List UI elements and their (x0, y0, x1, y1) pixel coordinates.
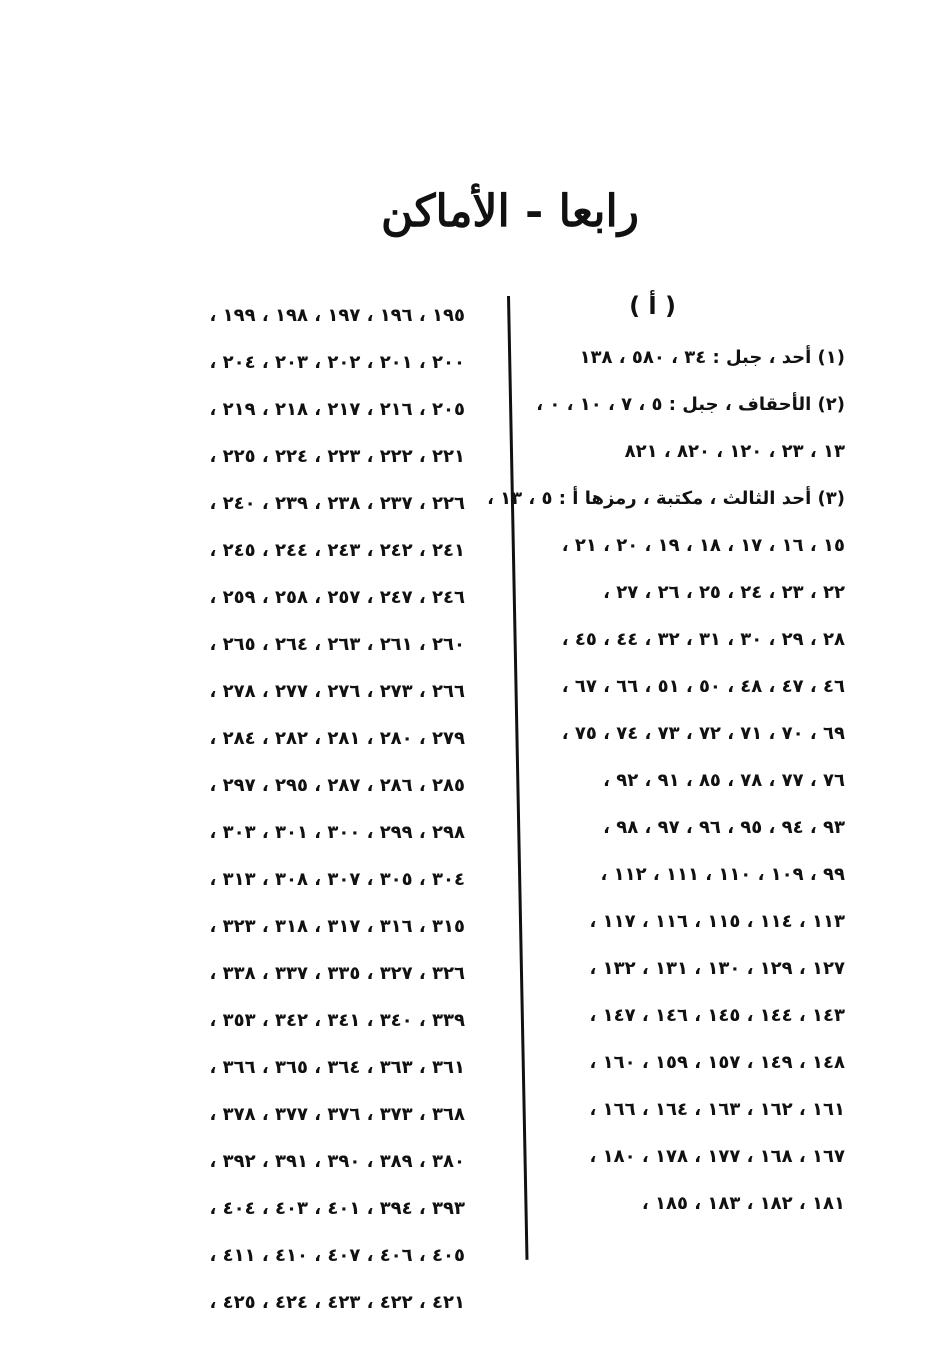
index-line: ٦٩ ، ٧٠ ، ٧١ ، ٧٢ ، ٧٣ ، ٧٤ ، ٧٥ ، (561, 723, 845, 744)
index-line: ٢٢٦ ، ٢٣٧ ، ٢٣٨ ، ٢٣٩ ، ٢٤٠ ، (209, 493, 465, 514)
index-line: ١٣ ، ٢٣ ، ١٢٠ ، ٨٢٠ ، ٨٢١ (624, 441, 845, 462)
index-line: ٣١٥ ، ٣١٦ ، ٣١٧ ، ٣١٨ ، ٣٢٣ ، (209, 916, 465, 937)
index-line: ٢٨ ، ٢٩ ، ٣٠ ، ٣١ ، ٣٢ ، ٤٤ ، ٤٥ ، (561, 629, 845, 650)
index-line: (٢) الأحقاف ، جبل : ٥ ، ٧ ، ١٠ ، ٠ ، (536, 394, 845, 415)
section-letter: ( أ ) (629, 292, 676, 320)
index-line: ١٤٣ ، ١٤٤ ، ١٤٥ ، ١٤٦ ، ١٤٧ ، (589, 1005, 845, 1026)
index-line: ٩٣ ، ٩٤ ، ٩٥ ، ٩٦ ، ٩٧ ، ٩٨ ، (603, 817, 845, 838)
index-line: ٢٢ ، ٢٣ ، ٢٤ ، ٢٥ ، ٢٦ ، ٢٧ ، (603, 582, 845, 603)
index-line: ٢٨٥ ، ٢٨٦ ، ٢٨٧ ، ٢٩٥ ، ٢٩٧ ، (209, 775, 465, 796)
index-line: ٢٢١ ، ٢٢٢ ، ٢٢٣ ، ٢٢٤ ، ٢٢٥ ، (209, 446, 465, 467)
index-line: ٢٤٦ ، ٢٤٧ ، ٢٥٧ ، ٢٥٨ ، ٢٥٩ ، (209, 587, 465, 608)
column-divider (507, 296, 529, 1260)
index-line: ٣٦٨ ، ٣٧٣ ، ٣٧٦ ، ٣٧٧ ، ٣٧٨ ، (209, 1104, 465, 1125)
index-line: ٢٦٦ ، ٢٧٣ ، ٢٧٦ ، ٢٧٧ ، ٢٧٨ ، (209, 681, 465, 702)
index-line: ١٥ ، ١٦ ، ١٧ ، ١٨ ، ١٩ ، ٢٠ ، ٢١ ، (561, 535, 845, 556)
index-line: ١٦٧ ، ١٦٨ ، ١٧٧ ، ١٧٨ ، ١٨٠ ، (589, 1146, 845, 1167)
index-line: (٣) أحد الثالث ، مكتبة ، رمزها أ : ٥ ، ١٣ ، (487, 488, 845, 509)
index-line: ٩٩ ، ١٠٩ ، ١١٠ ، ١١١ ، ١١٢ ، (600, 864, 845, 885)
index-line: ٢٠٥ ، ٢١٦ ، ٢١٧ ، ٢١٨ ، ٢١٩ ، (209, 399, 465, 420)
index-line: ٢٧٩ ، ٢٨٠ ، ٢٨١ ، ٢٨٢ ، ٢٨٤ ، (209, 728, 465, 749)
index-line: ٣٢٦ ، ٣٢٧ ، ٣٣٥ ، ٣٣٧ ، ٣٣٨ ، (209, 963, 465, 984)
index-line: ٢٠٠ ، ٢٠١ ، ٢٠٢ ، ٢٠٣ ، ٢٠٤ ، (209, 352, 465, 373)
index-line: ٤٦ ، ٤٧ ، ٤٨ ، ٥٠ ، ٥١ ، ٦٦ ، ٦٧ ، (561, 676, 845, 697)
index-line: ٣٣٩ ، ٣٤٠ ، ٣٤١ ، ٣٤٢ ، ٣٥٣ ، (209, 1010, 465, 1031)
right-column (487, 286, 845, 1227)
index-line: ٢٩٨ ، ٢٩٩ ، ٣٠٠ ، ٣٠١ ، ٣٠٣ ، (209, 822, 465, 843)
index-line: ١٨١ ، ١٨٢ ، ١٨٣ ، ١٨٥ ، (641, 1193, 845, 1214)
left-column (175, 292, 465, 1326)
index-line: ١٩٥ ، ١٩٦ ، ١٩٧ ، ١٩٨ ، ١٩٩ ، (209, 305, 465, 326)
index-line: ١٦١ ، ١٦٢ ، ١٦٣ ، ١٦٤ ، ١٦٦ ، (589, 1099, 845, 1120)
index-line: ٣٩٣ ، ٣٩٤ ، ٤٠١ ، ٤٠٣ ، ٤٠٤ ، (209, 1198, 465, 1219)
index-line: ٤٠٥ ، ٤٠٦ ، ٤٠٧ ، ٤١٠ ، ٤١١ ، (209, 1245, 465, 1266)
index-line: ٧٦ ، ٧٧ ، ٧٨ ، ٨٥ ، ٩١ ، ٩٢ ، (603, 770, 845, 791)
index-line: ٣٨٠ ، ٣٨٩ ، ٣٩٠ ، ٣٩١ ، ٣٩٢ ، (209, 1151, 465, 1172)
index-line: (١) أحد ، جبل : ٣٤ ، ٥٨٠ ، ١٣٨ (579, 347, 845, 368)
index-line: ٣٦١ ، ٣٦٣ ، ٣٦٤ ، ٣٦٥ ، ٣٦٦ ، (209, 1057, 465, 1078)
index-line: ٣٠٤ ، ٣٠٥ ، ٣٠٧ ، ٣٠٨ ، ٣١٣ ، (209, 869, 465, 890)
index-line: ١٤٨ ، ١٤٩ ، ١٥٧ ، ١٥٩ ، ١٦٠ ، (589, 1052, 845, 1073)
index-line: ١٢٧ ، ١٢٩ ، ١٣٠ ، ١٣١ ، ١٣٢ ، (589, 958, 845, 979)
page-title: رابعا - الأماكن (381, 186, 639, 237)
index-line: ٢٤١ ، ٢٤٢ ، ٢٤٣ ، ٢٤٤ ، ٢٤٥ ، (209, 540, 465, 561)
index-line: ٤٢١ ، ٤٢٢ ، ٤٢٣ ، ٤٢٤ ، ٤٢٥ ، (209, 1292, 465, 1313)
index-line: ١١٣ ، ١١٤ ، ١١٥ ، ١١٦ ، ١١٧ ، (589, 911, 845, 932)
index-line: ٢٦٠ ، ٢٦١ ، ٢٦٣ ، ٢٦٤ ، ٢٦٥ ، (209, 634, 465, 655)
